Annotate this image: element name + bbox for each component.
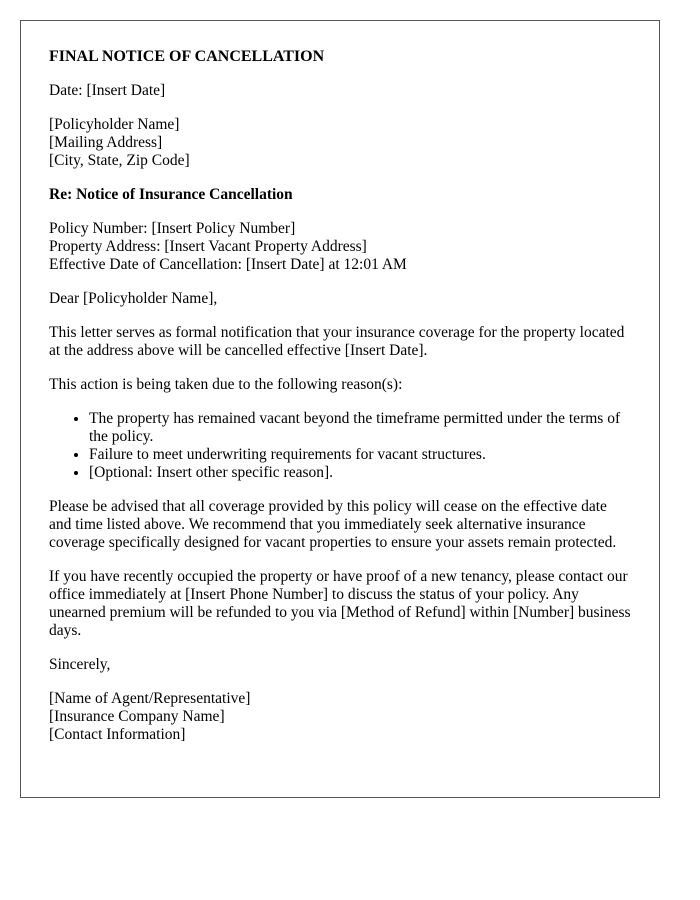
subject-line: Re: Notice of Insurance Cancellation [49,186,293,203]
signature-contact: [Contact Information] [49,726,186,743]
cancellation-effective-date: Effective Date of Cancellation: [Insert Date] at 12:01 AM [49,256,407,273]
reason-item: • The property has remained vacant beyond the timeframe permitted under the terms of the policy. [89,410,631,446]
body-paragraph-notification: This letter serves as formal notification that your insurance coverage for the property located at the address above will be cancelled effective [Insert Date]. [49,324,625,359]
closing: Sincerely, [49,656,111,673]
signature-block [49,690,631,744]
recipient-city: [City, State, Zip Code] [49,152,190,169]
policy-details [49,220,631,274]
letter-date: Date: [Insert Date] [49,82,166,99]
cancellation-letter [20,20,660,798]
reasons-list [49,410,631,482]
body-paragraph-reasons-intro: This action is being taken due to the following reason(s): [49,376,403,393]
recipient-block [49,116,631,170]
body-paragraph-coverage: Please be advised that all coverage provided by this policy will cease on the effective date and time listed above. We recommend that you immediately seek alternative insurance coverage specifically designed for vacant properties to ensure your assets remain protected. [49,498,617,551]
salutation: Dear [Policyholder Name], [49,290,218,307]
recipient-name: [Policyholder Name] [49,116,180,133]
policy-number: Policy Number: [Insert Policy Number] [49,220,296,237]
recipient-address: [Mailing Address] [49,134,163,151]
reason-item: • [Optional: Insert other specific reason]. [89,464,631,482]
reason-item: • Failure to meet underwriting requirements for vacant structures. [89,446,631,464]
signature-name: [Name of Agent/Representative] [49,690,251,707]
property-address: Property Address: [Insert Vacant Property Address] [49,238,367,255]
letter-title: FINAL NOTICE OF CANCELLATION [49,48,325,65]
body-paragraph-contact: If you have recently occupied the property or have proof of a new tenancy, please contact our office immediately at [Insert Phone Number] to discuss the status of your policy. Any unearned premium will be refunded to you via [Method of Refund] within [Number] business days. [49,568,631,639]
signature-company: [Insurance Company Name] [49,708,225,725]
